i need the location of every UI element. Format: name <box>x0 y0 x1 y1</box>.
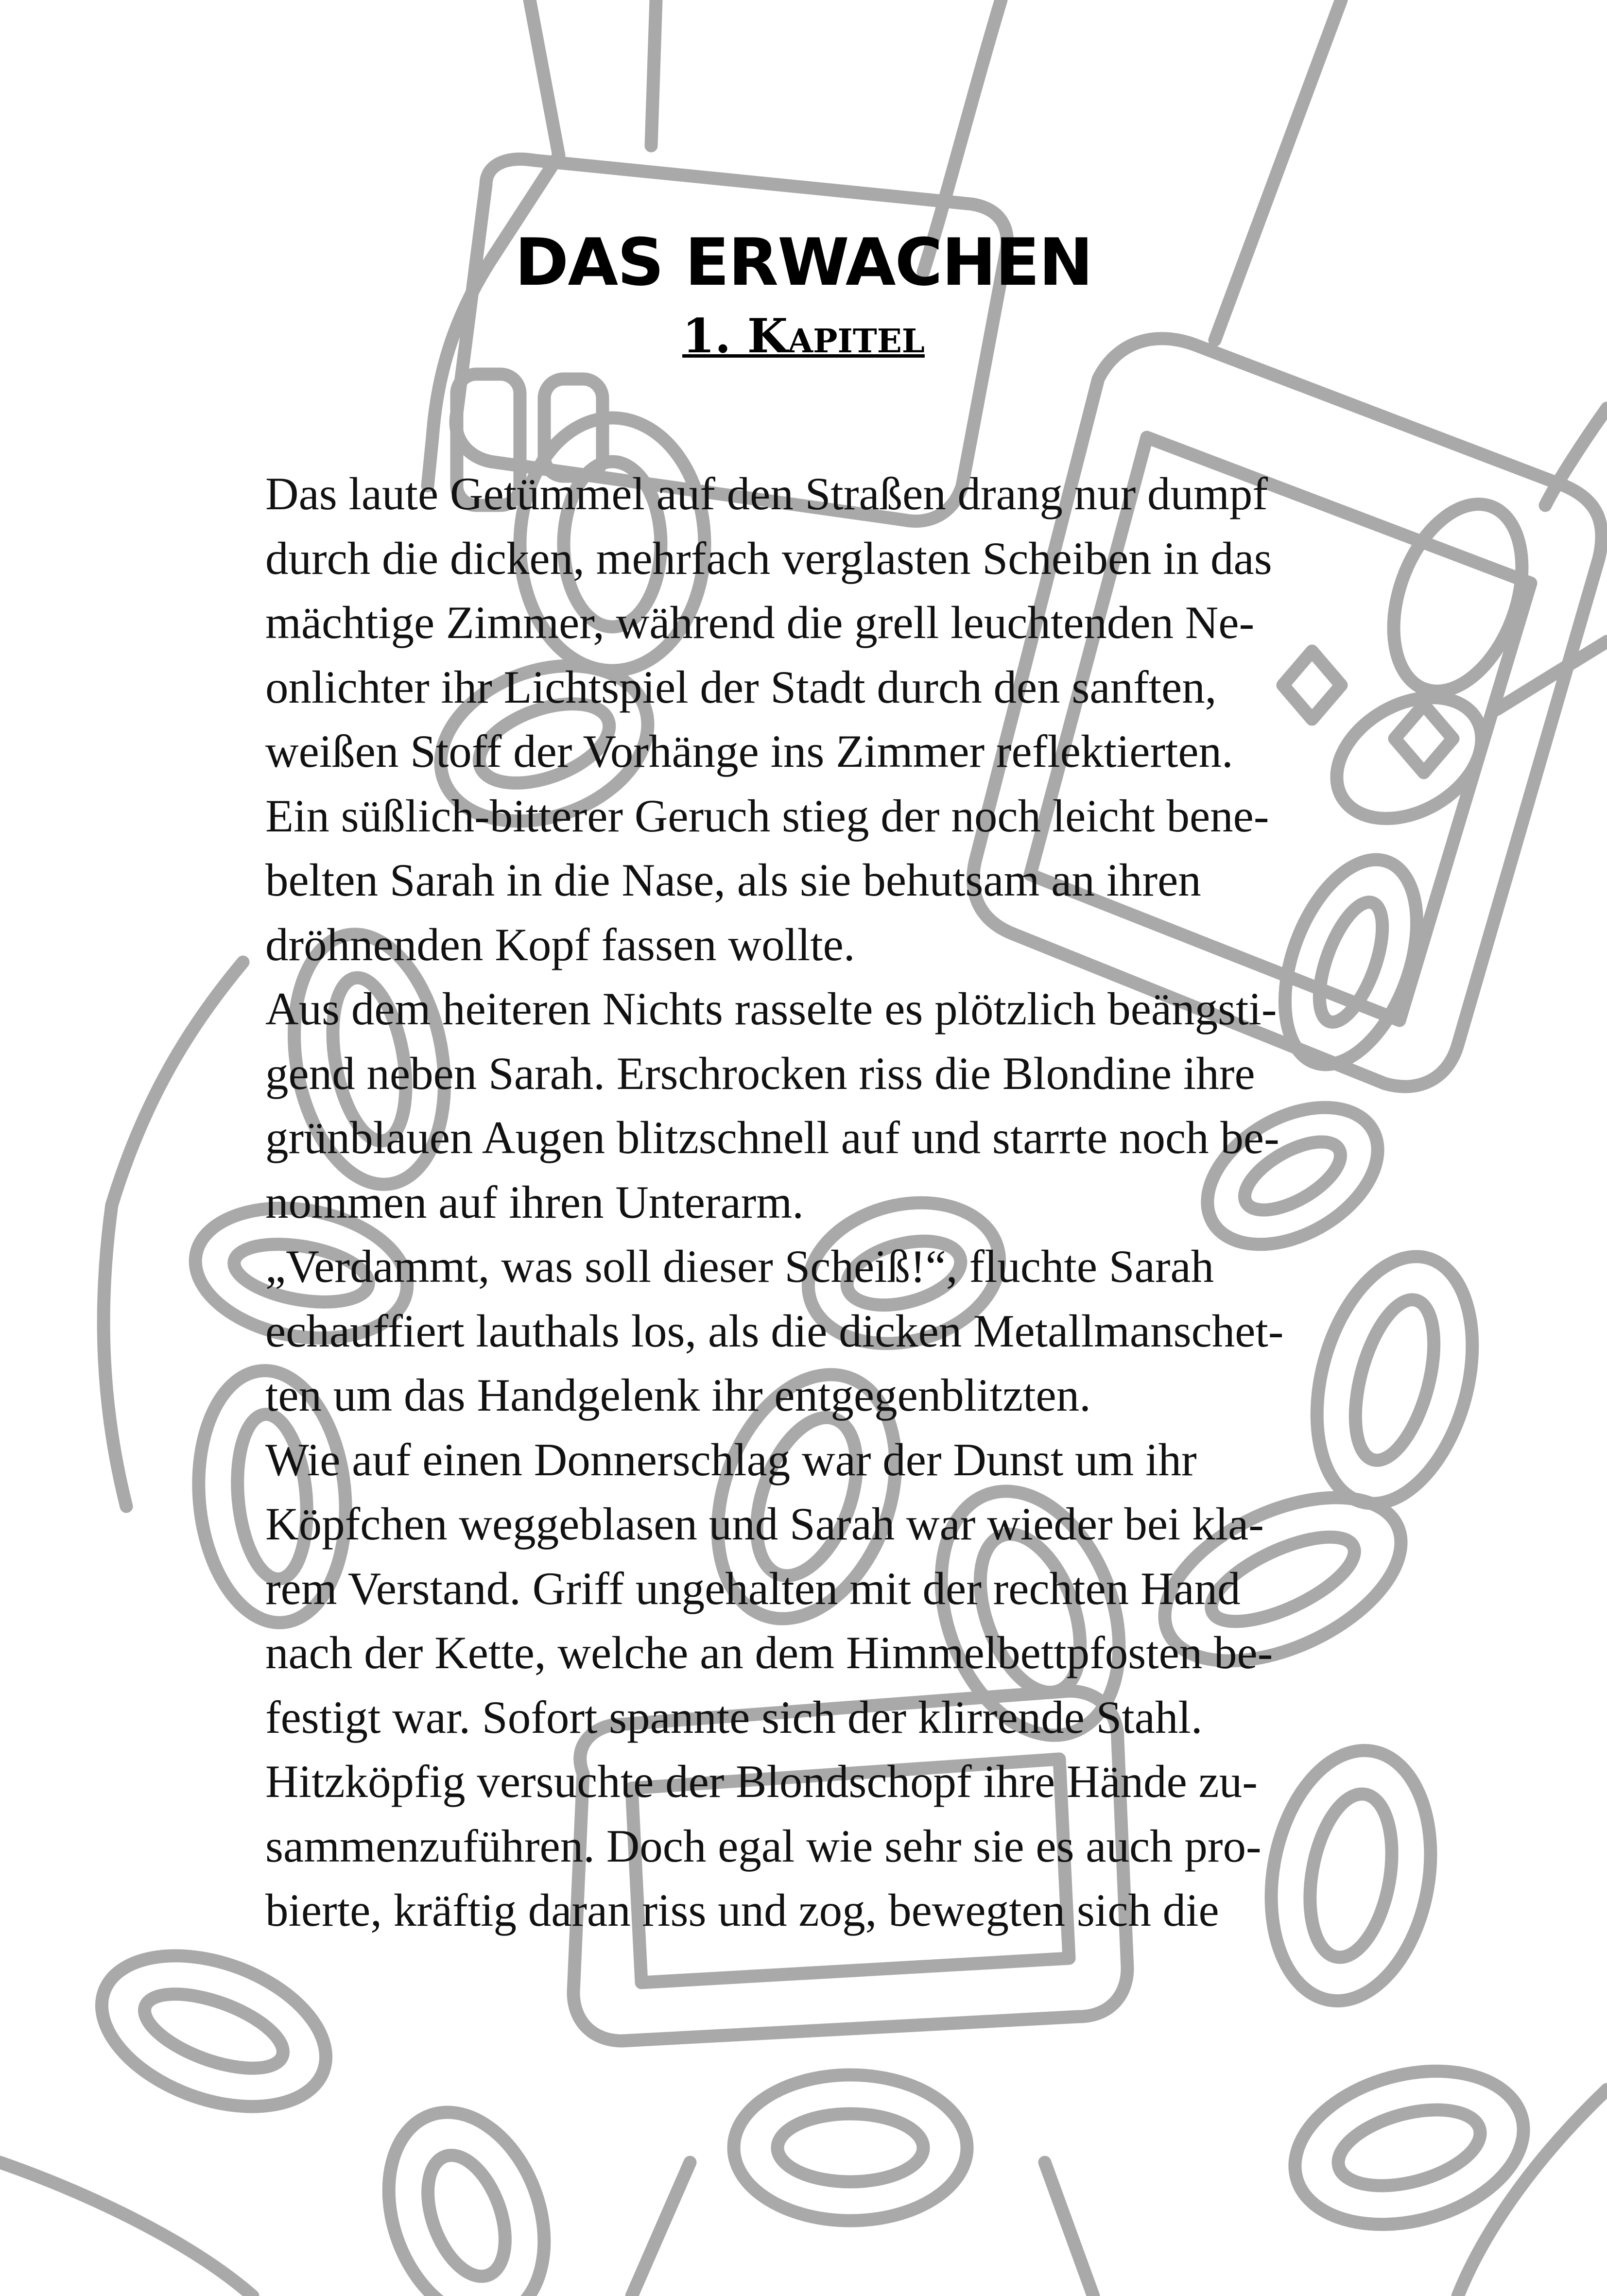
text-line: nommen auf ihren Unterarm. <box>265 1176 804 1228</box>
text-line: weißen Stoff der Vorhänge ins Zimmer reflektierten. <box>265 725 1233 777</box>
rivet <box>1395 705 1453 773</box>
text-line: ten um das Handgelenk ihr entgegenblitzten. <box>265 1369 1091 1421</box>
text-line: onlichter ihr Lichtspiel der Stadt durch den sanften, <box>265 661 1217 713</box>
text-line: belten Sarah in die Nase, als sie behutsam an ihren <box>265 854 1201 906</box>
text-line: Köpfchen weggeblasen und Sarah war wieder bei kla- <box>265 1498 1264 1550</box>
text-line: mächtige Zimmer, während die grell leuchtenden Ne- <box>265 597 1255 648</box>
left-arm-outline-2 <box>104 1205 126 1506</box>
text-line: bierte, kräftig daran riss und zog, bewegten sich die <box>265 1884 1219 1936</box>
text-line: dröhnenden Kopf fassen wollte. <box>265 918 855 970</box>
bottom-center-outline <box>632 2162 690 2296</box>
chain-link <box>413 2145 520 2287</box>
text-line: nach der Kette, welche an dem Himmelbettpfosten be- <box>265 1627 1273 1678</box>
text-line: sammenzuführen. Doch egal wie sehr sie es auch pro- <box>265 1820 1261 1872</box>
text-line: Hitzköpfig versuchte der Blondschopf ihre Hände zu- <box>265 1756 1258 1807</box>
chain-link <box>81 1927 347 2135</box>
chapter-subtitle: 1. Kapitel <box>682 309 925 363</box>
bottom-arm-outline <box>0 2162 253 2296</box>
text-line: gend neben Sarah. Erschrocken riss die Blondine ihre <box>265 1047 1255 1099</box>
text-line: Aus dem heiteren Nichts rasselte es plötzlich beängsti- <box>265 983 1277 1035</box>
text-line: Wie auf einen Donnerschlag war der Dunst um ihr <box>265 1433 1197 1485</box>
text-line: festigt war. Sofort spannte sich der klirrende Stahl. <box>265 1691 1203 1743</box>
text-line: Ein süßlich-bitterer Geruch stieg der noch leicht bene- <box>265 790 1269 842</box>
chain-link <box>1340 1292 1449 1469</box>
text-line: durch die dicken, mehrfach verglasten Scheiben in das <box>265 532 1272 584</box>
chain-link <box>778 2114 923 2182</box>
chain-link <box>1370 486 1546 709</box>
chain-link <box>136 1979 293 2083</box>
page-title: DAS ERWACHEN <box>515 224 1092 300</box>
chain-link <box>1330 2096 1488 2200</box>
text-line: Das laute Getümmel auf den Straßen drang nur dumpf <box>265 468 1268 519</box>
text-line: rem Verstand. Griff ungehalten mit der rechten Hand <box>265 1562 1241 1614</box>
left-forearm-outline-2 <box>651 0 656 146</box>
bottom-center-outline-2 <box>1045 2162 1093 2296</box>
text-line: „Verdammt, was soll dieser Scheiß!“, fluchte Sarah <box>265 1241 1214 1292</box>
text-line: grünblauen Augen blitzschnell auf und starrte noch be- <box>265 1112 1279 1163</box>
chain-link <box>734 2075 967 2221</box>
body-text <box>265 462 1349 1943</box>
chapter-header <box>0 219 1607 370</box>
text-line: echauffiert lauthals los, als die dicken Metallmanschet- <box>265 1305 1284 1357</box>
left-arm-outline <box>112 962 243 1205</box>
